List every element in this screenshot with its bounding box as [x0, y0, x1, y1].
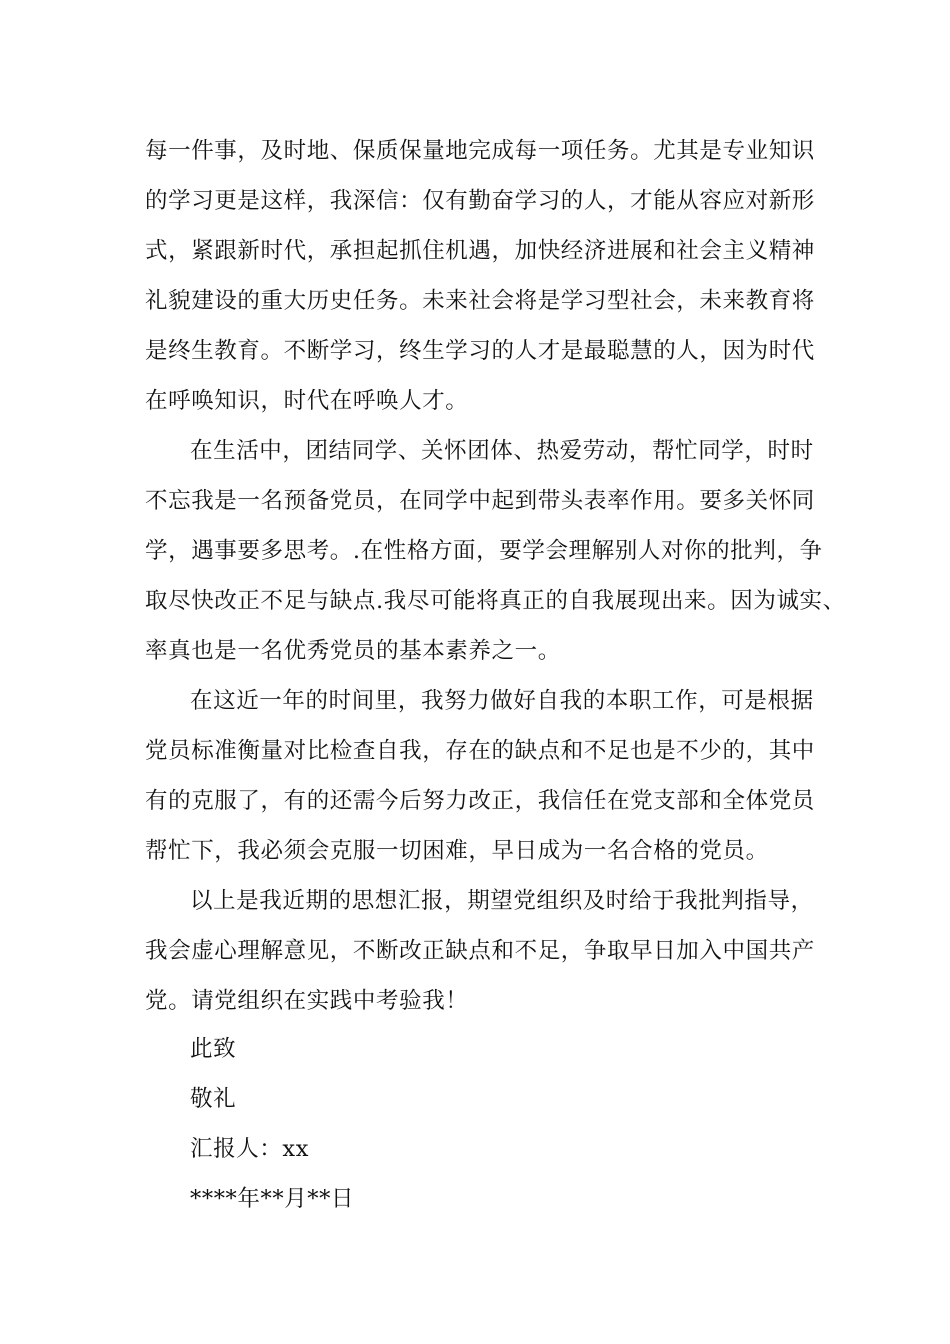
paragraph-line: 在生活中，团结同学、关怀团体、热爱劳动，帮忙同学，时时	[190, 438, 814, 464]
paragraph-line: 每一件事，及时地、保质保量地完成每一项任务。尤其是专业知识	[145, 138, 815, 164]
report-date: ****年**月**日	[190, 1186, 355, 1212]
paragraph-line: 学，遇事要多思考。.在性格方面，要学会理解别人对你的批判，争	[145, 538, 823, 564]
paragraph-line: 率真也是一名优秀党员的基本素养之一。	[145, 638, 561, 664]
paragraph-line: 不忘我是一名预备党员，在同学中起到带头表率作用。要多关怀同	[145, 488, 815, 514]
paragraph-line: 党。请党组织在实践中考验我！	[145, 988, 469, 1014]
paragraph-line: 是终生教育。不断学习，终生学习的人才是最聪慧的人，因为时代	[145, 338, 815, 364]
reporter-signature: 汇报人：xx	[190, 1136, 309, 1162]
paragraph-line: 礼貌建设的重大历史任务。未来社会将是学习型社会，未来教育将	[145, 288, 815, 314]
paragraph-line: 以上是我近期的思想汇报，期望党组织及时给于我批判指导，	[190, 888, 814, 914]
paragraph-line: 我会虚心理解意见，不断改正缺点和不足，争取早日加入中国共产	[145, 938, 815, 964]
paragraph-line: 在这近一年的时间里，我努力做好自我的本职工作，可是根据	[190, 688, 814, 714]
closing-salutation: 此致	[190, 1036, 237, 1062]
paragraph-line: 式，紧跟新时代，承担起抓住机遇，加快经济进展和社会主义精神	[145, 238, 815, 264]
paragraph-line: 有的克服了，有的还需今后努力改正，我信任在党支部和全体党员	[145, 788, 815, 814]
paragraph-line: 的学习更是这样，我深信：仅有勤奋学习的人，才能从容应对新形	[145, 188, 815, 214]
paragraph-line: 帮忙下，我必须会克服一切困难，早日成为一名合格的党员。	[145, 838, 769, 864]
paragraph-line: 党员标准衡量对比检查自我，存在的缺点和不足也是不少的，其中	[145, 738, 815, 764]
paragraph-line: 取尽快改正不足与缺点.我尽可能将真正的自我展现出来。因为诚实、	[145, 588, 846, 614]
paragraph-line: 在呼唤知识，时代在呼唤人才。	[145, 388, 469, 414]
closing-regards: 敬礼	[190, 1086, 237, 1112]
